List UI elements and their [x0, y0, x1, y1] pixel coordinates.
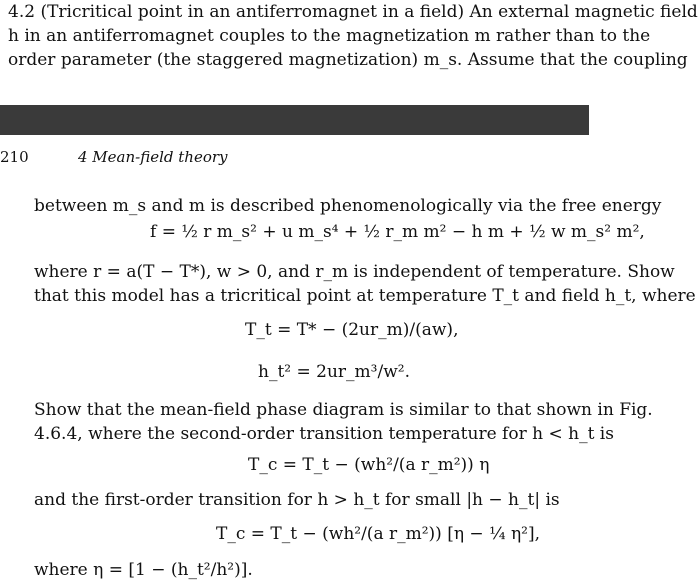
problem-line-1: 4.2 (Tricritical point in an antiferromagnet in a field) An external magnetic field: [8, 2, 698, 22]
body-line-3: that this model has a tricritical point at temperature T_t and field h_t, where: [34, 286, 696, 306]
body-line-2: where r = a(T − T*), w > 0, and r_m is independent of temperature. Show: [34, 262, 675, 282]
equation-Tt: T_t = T* − (2ur_m)/(aw),: [245, 320, 459, 340]
equation-ht: h_t² = 2ur_m³/w².: [258, 362, 410, 382]
problem-line-2: h in an antiferromagnet couples to the magnetization m rather than to the: [8, 26, 651, 46]
equation-Tc-first-order: T_c = T_t − (wh²/(a r_m²)) [η − ¼ η²],: [216, 524, 540, 544]
problem-line-3: order parameter (the staggered magnetization) m_s. Assume that the coupling: [8, 50, 688, 70]
body-line-6: and the first-order transition for h > h_t for small |h − h_t| is: [34, 490, 560, 510]
page-separator-bar: [0, 105, 589, 135]
chapter-title: 4 Mean-field theory: [78, 148, 228, 166]
body-line-4: Show that the mean-field phase diagram is similar to that shown in Fig.: [34, 400, 653, 420]
equation-free-energy: f = ½ r m_s² + u m_s⁴ + ½ r_m m² − h m + ½ w m_s² m²,: [150, 222, 645, 242]
body-line-5: 4.6.4, where the second-order transition temperature for h < h_t is: [34, 424, 614, 444]
body-line-7: where η = [1 − (h_t²/h²)].: [34, 560, 253, 580]
equation-Tc-second-order: T_c = T_t − (wh²/(a r_m²)) η: [248, 455, 490, 475]
page-number: 210: [0, 148, 29, 166]
body-line-1: between m_s and m is described phenomenologically via the free energy: [34, 196, 662, 216]
